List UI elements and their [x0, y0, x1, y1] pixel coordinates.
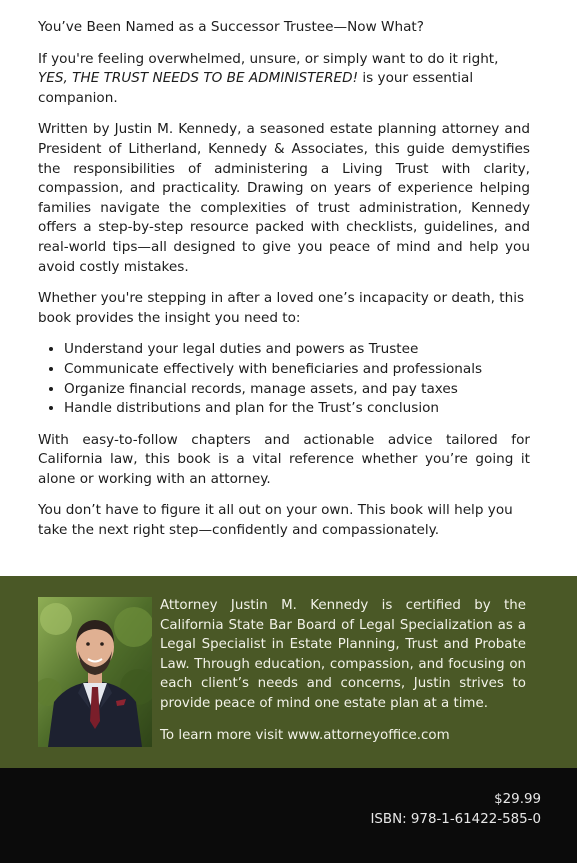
- website-line: To learn more visit www.attorneyoffice.com: [160, 727, 450, 743]
- back-cover-description: [38, 18, 530, 553]
- author-bio-text: Attorney Justin M. Kennedy is certified by the California State Bar Board of Legal Specialization as a Legal Specialist in Estate Planning, Trust and Probate Law. Through education, compassion, and focusing on each client’s needs and concerns, Justin strives to provide peace of mind one estate plan at a time.: [160, 598, 526, 711]
- isbn: ISBN: 978-1-61422-585-0: [370, 811, 541, 827]
- closing-paragraph: You don’t have to figure it all out on your own. This book will help you take the next right step—confidently and compassionately.: [38, 502, 513, 539]
- author-photo: [38, 597, 152, 747]
- benefits-list: [38, 340, 530, 418]
- price-isbn-block: [370, 790, 541, 829]
- headline: You’ve Been Named as a Successor Trustee—Now What?: [38, 19, 424, 35]
- benefit-item: • Understand your legal duties and powers as Trustee: [64, 340, 530, 360]
- intro-text: If you're feeling overwhelmed, unsure, or simply want to do it right,: [38, 50, 499, 67]
- book-title: YES, THE TRUST NEEDS TO BE ADMINISTERED!: [38, 70, 359, 87]
- author-bio: [160, 596, 526, 745]
- intro-text-end: is your essential companion.: [38, 70, 474, 106]
- intro-paragraph: [38, 50, 530, 109]
- benefit-item: • Communicate effectively with beneficiaries and professionals: [64, 360, 530, 380]
- author-portrait-illustration: [38, 597, 152, 747]
- price-band: [0, 768, 577, 863]
- price: $29.99: [494, 792, 541, 807]
- insight-paragraph: Whether you're stepping in after a loved one’s incapacity or death, this book provides the insight you need to:: [38, 290, 525, 326]
- reference-paragraph: With easy-to-follow chapters and actionable advice tailored for California law, this book is a vital reference whether you’re going it alone or working with an attorney.: [38, 431, 530, 487]
- author-summary-paragraph: Written by Justin M. Kennedy, a seasoned estate planning attorney and President of Litherland, Kennedy & Associates, this guide demystifies the responsibilities of administering a Living Trust with clarity, compassion, and practicality. Drawing on years of experience helping families navigate the complexities of trust administration, Kennedy offers a step-by-step resource packed with checklists, guidelines, and real-world tips—all designed to give you peace of mind and help you avoid costly mistakes.: [38, 121, 530, 275]
- benefit-item: • Handle distributions and plan for the Trust’s conclusion: [64, 399, 530, 419]
- author-band: [0, 576, 577, 768]
- benefit-item: • Organize financial records, manage assets, and pay taxes: [64, 380, 530, 400]
